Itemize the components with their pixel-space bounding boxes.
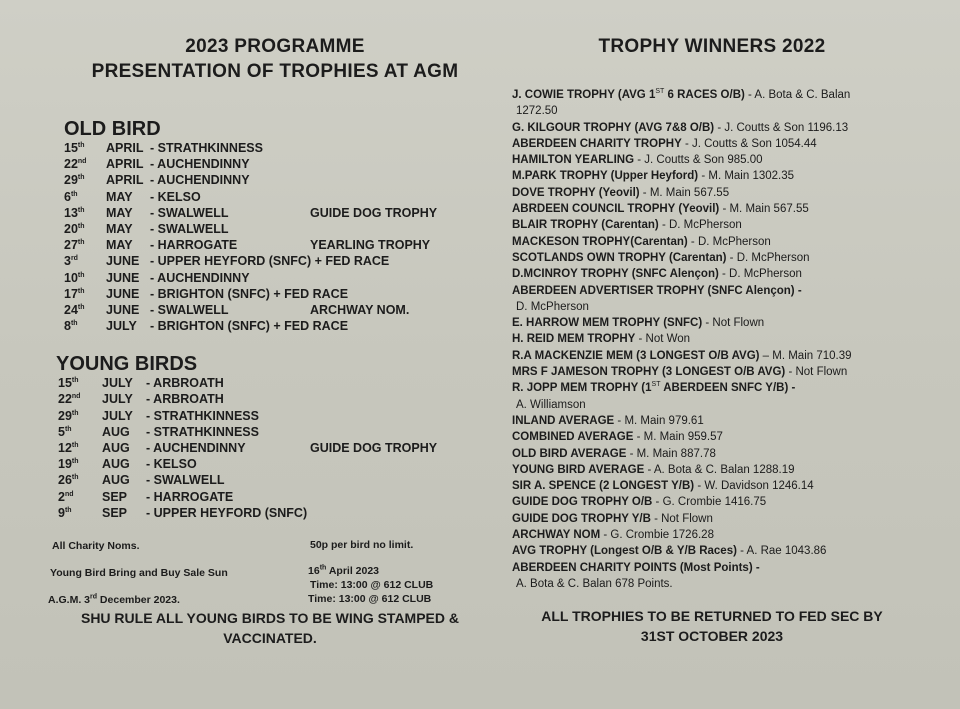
race-venue: - KELSO: [146, 457, 197, 472]
agm-suffix: rd: [90, 593, 98, 601]
race-date: [58, 392, 80, 406]
race-month: JULY: [102, 408, 133, 423]
race-day: 13: [64, 205, 78, 220]
race-month: APRIL: [106, 157, 144, 172]
charity-noms-text: All Charity Noms.: [52, 539, 140, 552]
trophy-entry: [512, 315, 932, 331]
trophy-winner: - D. McPherson: [687, 235, 771, 248]
trophy-name: M.PARK TROPHY (Upper Heyford): [512, 170, 699, 183]
race-date: [58, 376, 79, 390]
sale-time: Time: 13:00 @ 612 CLUB: [310, 578, 434, 591]
race-month: SEP: [102, 505, 128, 520]
race-day: 17: [64, 286, 78, 301]
race-note: GUIDE DOG TROPHY: [310, 205, 438, 220]
race-day: 2: [58, 489, 65, 504]
race-date: [64, 157, 86, 171]
trophy-name: ABERDEEN ADVERTISER TROPHY (SNFC Alençon) -: [512, 284, 802, 297]
race-day-suffix: th: [77, 271, 85, 279]
race-row: [40, 473, 510, 489]
trophy-name: SIR A. SPENCE (2 LONGEST Y/B): [512, 480, 695, 493]
race-row: [40, 376, 510, 392]
trophy-winner: - M. Main 567.55: [639, 186, 730, 199]
trophy-name: R. JOPP MEM TROPHY (1: [512, 382, 652, 395]
agm-time: Time: 13:00 @ 612 CLUB: [308, 592, 432, 605]
race-month: JULY: [106, 319, 137, 334]
young-birds-heading: YOUNG BIRDS: [56, 353, 198, 376]
race-venue: - ARBROATH: [146, 376, 224, 391]
race-day-suffix: th: [71, 377, 79, 385]
race-date: [58, 441, 79, 455]
trophy-entry: [512, 168, 932, 184]
trophy-entry: [512, 152, 932, 168]
race-day: 6: [64, 189, 71, 204]
race-month: JUNE: [106, 286, 140, 301]
trophy-entry: [512, 234, 932, 250]
race-venue: - UPPER HEYFORD (SNFC): [146, 505, 308, 520]
race-venue: - KELSO: [150, 189, 201, 204]
trophy-name: D.MCINROY TROPHY (SNFC Alençon): [512, 268, 719, 281]
race-venue: - STRATHKINNESS: [146, 408, 259, 423]
trophy-winner-continuation: D. McPherson: [516, 300, 589, 313]
trophy-entry: [512, 429, 932, 445]
trophy-name-rest: 6 RACES O/B): [664, 89, 745, 101]
trophy-winner: - M. Main 567.55: [719, 203, 809, 216]
race-venue: - BRIGHTON (SNFC) + FED RACE: [150, 286, 349, 301]
race-date: [58, 506, 72, 520]
sale-text: Young Bird Bring and Buy Sale Sun: [50, 566, 228, 579]
trophy-entry: [512, 217, 932, 233]
race-day-suffix: th: [71, 409, 79, 417]
race-row: [40, 392, 510, 408]
trophy-winner: - M. Main 959.57: [633, 431, 723, 444]
race-date: [58, 409, 79, 423]
race-day-suffix: th: [71, 458, 79, 466]
race-day-suffix: th: [77, 303, 85, 311]
race-day-suffix: th: [64, 425, 72, 433]
trophy-entry: [512, 283, 932, 299]
trophy-entry: [512, 380, 932, 396]
race-day-suffix: th: [71, 441, 79, 449]
trophy-entry: [512, 462, 932, 478]
race-day-suffix: th: [70, 319, 78, 327]
race-date: [64, 206, 85, 220]
agm-prefix: A.G.M. 3: [48, 593, 91, 606]
race-day-suffix: th: [70, 190, 78, 198]
trophy-name: G. KILGOUR TROPHY (AVG 7&8 O/B): [512, 121, 715, 134]
trophy-name: J. COWIE TROPHY (AVG 1: [512, 89, 656, 101]
race-month: AUG: [102, 424, 130, 439]
race-day: 15: [64, 141, 78, 155]
trophy-entry: [512, 413, 932, 429]
race-row: [40, 319, 510, 335]
race-day: 24: [64, 302, 78, 317]
trophy-winner: - D. McPherson: [726, 251, 810, 264]
trophy-name: H. REID MEM TROPHY: [512, 333, 636, 346]
race-day: 22: [64, 157, 78, 172]
race-month: JULY: [102, 376, 133, 391]
sale-date: [308, 565, 379, 577]
race-venue: - AUCHENDINNY: [150, 173, 250, 188]
trophy-name: ABRDEEN COUNCIL TROPHY (Yeovil): [512, 203, 720, 216]
race-note: YEARLING TROPHY: [310, 238, 431, 253]
race-month: JULY: [102, 392, 133, 407]
sale-date-day: 16: [308, 564, 320, 577]
trophy-winners-column: [512, 34, 932, 646]
trophy-winner: - M. Main 887.78: [626, 447, 716, 460]
trophy-name: MACKESON TROPHY(Carentan): [512, 235, 688, 248]
race-month: APRIL: [106, 173, 144, 188]
race-date: [64, 287, 85, 301]
trophy-winner: - Not Flown: [650, 512, 713, 525]
race-day-suffix: rd: [70, 255, 78, 263]
trophy-winner-continuation: A. Bota & C. Balan 678 Points.: [516, 577, 673, 590]
trophy-entry: [512, 331, 932, 347]
trophy-name: GUIDE DOG TROPHY Y/B: [512, 512, 651, 525]
race-day-suffix: nd: [64, 490, 74, 498]
trophy-name: AVG TROPHY (Longest O/B & Y/B Races): [512, 545, 737, 558]
charity-price-text: 50p per bird no limit.: [310, 538, 414, 551]
programme-info: [40, 532, 510, 632]
race-month: AUG: [102, 473, 130, 488]
race-day-suffix: th: [77, 141, 85, 149]
trophy-name: OLD BIRD AVERAGE: [512, 447, 627, 460]
programme-title: 2023 PROGRAMME: [185, 36, 365, 57]
race-note: GUIDE DOG TROPHY: [310, 441, 438, 455]
race-date: [64, 271, 85, 285]
trophy-winner: - W. Davidson 1246.14: [694, 480, 814, 493]
race-venue: - STRATHKINNESS: [146, 424, 259, 439]
race-day: 19: [58, 457, 72, 472]
trophy-winner-continuation: 1272.50: [516, 105, 558, 118]
trophy-winner: - A. Bota & C. Balan: [744, 89, 851, 101]
race-day-suffix: th: [71, 474, 79, 482]
trophy-name: ABERDEEN CHARITY POINTS (Most Points) -: [512, 561, 760, 574]
trophy-entry: [512, 494, 932, 510]
sale-date-suffix: th: [319, 564, 327, 572]
race-venue: - AUCHENDINNY: [146, 441, 246, 455]
agm-date: [48, 594, 180, 606]
trophy-entry: [512, 201, 932, 217]
race-month: MAY: [106, 189, 133, 204]
race-row: [40, 157, 510, 173]
race-date: [64, 222, 85, 236]
trophy-entry: [512, 478, 932, 494]
race-row: [40, 409, 510, 425]
trophy-name-sup: ST: [651, 381, 661, 389]
race-row: [40, 425, 510, 441]
race-day: 3: [64, 254, 71, 269]
race-day-suffix: nd: [77, 158, 87, 166]
race-month: APRIL: [106, 141, 144, 155]
trophy-name-rest: ABERDEEN SNFC Y/B) -: [660, 382, 796, 395]
trophy-winner: - J. Coutts & Son 1196.13: [714, 121, 849, 134]
race-day-suffix: nd: [71, 393, 81, 401]
old-bird-race-list: [40, 141, 510, 335]
race-date: [64, 254, 78, 268]
race-venue: - AUCHENDINNY: [150, 157, 250, 172]
race-date: [58, 490, 74, 504]
trophy-entry: [512, 527, 932, 543]
trophy-entry: [512, 266, 932, 282]
race-venue: - ARBROATH: [146, 392, 224, 407]
return-notice-line2: 31ST OCTOBER 2023: [640, 628, 784, 645]
race-day: 8: [64, 319, 71, 334]
trophy-name-sup: ST: [655, 88, 665, 96]
race-day: 5: [58, 424, 65, 439]
race-day: 29: [58, 408, 72, 423]
return-notice-line1: ALL TROPHIES TO BE RETURNED TO FED SEC BY: [541, 608, 883, 625]
race-month: SEP: [102, 489, 128, 504]
trophy-winner: - M. Main 979.61: [614, 414, 704, 427]
trophy-winner: - D. McPherson: [718, 268, 802, 281]
race-date: [58, 425, 72, 439]
race-day-suffix: th: [77, 174, 85, 182]
trophy-winner-continuation: A. Williamson: [516, 398, 586, 411]
race-date: [64, 141, 85, 155]
trophy-winner: – M. Main 710.39: [759, 349, 852, 362]
trophy-winner: - A. Rae 1043.86: [736, 545, 827, 558]
race-row: [40, 506, 510, 522]
trophy-winner: - Not Flown: [785, 366, 848, 379]
race-day-suffix: th: [77, 287, 85, 295]
race-day: 12: [58, 441, 72, 455]
race-day-suffix: th: [77, 206, 85, 214]
trophy-entry: [512, 364, 932, 380]
race-row: [40, 271, 510, 287]
trophy-winner: - G. Crombie 1416.75: [652, 496, 767, 509]
shu-rule-line2: VACCINATED.: [223, 629, 317, 646]
old-bird-heading: OLD BIRD: [64, 118, 161, 140]
race-day: 26: [58, 473, 72, 488]
race-venue: - SWALWELL: [150, 221, 229, 236]
young-birds-race-list: [40, 376, 510, 522]
trophy-name: ABERDEEN CHARITY TROPHY: [512, 137, 682, 150]
agm-rest: December 2023.: [97, 593, 180, 606]
race-row: [40, 238, 510, 254]
trophy-name: DOVE TROPHY (Yeovil): [512, 186, 640, 199]
race-row: [40, 254, 510, 270]
trophy-entry: [512, 136, 932, 152]
race-date: [64, 319, 78, 333]
race-row: [40, 441, 510, 457]
trophy-winner: - Not Flown: [702, 317, 765, 330]
trophy-name: GUIDE DOG TROPHY O/B: [512, 496, 653, 509]
trophy-name: HAMILTON YEARLING: [512, 154, 635, 167]
trophy-name: E. HARROW MEM TROPHY (SNFC): [512, 317, 703, 330]
race-day: 27: [64, 238, 78, 253]
trophy-entry: [512, 120, 932, 136]
race-venue: - SWALWELL: [146, 473, 225, 488]
race-day: 29: [64, 173, 78, 188]
race-row: [40, 490, 510, 506]
race-venue: - STRATHKINNESS: [150, 141, 263, 155]
race-row: [40, 141, 510, 157]
trophy-winner: - J. Coutts & Son 1054.44: [681, 137, 817, 150]
trophy-winners-list: [512, 87, 932, 592]
race-day-suffix: th: [77, 222, 85, 230]
trophy-name: COMBINED AVERAGE: [512, 431, 634, 444]
race-date: [58, 473, 79, 487]
trophy-entry: [512, 87, 932, 103]
race-date: [64, 190, 78, 204]
trophy-winner: - A. Bota & C. Balan 1288.19: [644, 463, 795, 476]
race-venue: - AUCHENDINNY: [150, 270, 250, 285]
race-day: 10: [64, 270, 78, 285]
race-venue: - SWALWELL: [150, 302, 229, 317]
trophy-entry: [512, 560, 932, 576]
trophy-name: BLAIR TROPHY (Carentan): [512, 219, 659, 232]
race-month: AUG: [102, 457, 130, 472]
race-month: MAY: [106, 221, 133, 236]
sale-date-rest: April 2023: [326, 564, 380, 577]
programme-column: [40, 34, 510, 648]
race-date: [58, 457, 79, 471]
trophy-winner: - Not Won: [635, 333, 691, 346]
race-row: [40, 206, 510, 222]
trophy-name: MRS F JAMESON TROPHY (3 LONGEST O/B AVG): [512, 366, 786, 379]
shu-rule-line1: SHU RULE ALL YOUNG BIRDS TO BE WING STAMPED &: [80, 609, 460, 626]
race-venue: - HARROGATE: [150, 238, 238, 253]
race-venue: - SWALWELL: [150, 205, 229, 220]
race-date: [64, 238, 85, 252]
race-row: [40, 173, 510, 189]
race-date: [64, 303, 85, 317]
trophy-winner: - G. Crombie 1726.28: [600, 529, 714, 542]
trophy-entry: [512, 250, 932, 266]
trophy-name: SCOTLANDS OWN TROPHY (Carentan): [512, 251, 727, 264]
trophy-entry: [512, 348, 932, 364]
programme-subtitle: PRESENTATION OF TROPHIES AT AGM: [91, 61, 459, 82]
trophy-name: R.A MACKENZIE MEM (3 LONGEST O/B AVG): [512, 349, 760, 362]
race-date: [64, 173, 85, 187]
race-row: [40, 287, 510, 303]
race-month: MAY: [106, 238, 133, 253]
trophy-entry: [512, 185, 932, 201]
trophy-winners-title: TROPHY WINNERS 2022: [598, 36, 826, 57]
trophy-entry: [512, 511, 932, 527]
race-row: [40, 303, 510, 319]
race-venue: - HARROGATE: [146, 489, 234, 504]
race-note: ARCHWAY NOM.: [310, 302, 410, 317]
race-day-suffix: th: [64, 506, 72, 514]
race-month: MAY: [106, 205, 133, 220]
race-venue: - UPPER HEYFORD (SNFC) + FED RACE: [150, 254, 390, 269]
race-row: [40, 190, 510, 206]
race-day: 9: [58, 505, 65, 520]
race-month: JUNE: [106, 302, 140, 317]
trophy-entry: [512, 543, 932, 559]
race-venue: - BRIGHTON (SNFC) + FED RACE: [150, 319, 349, 334]
race-row: [40, 222, 510, 238]
race-day: 15: [58, 376, 72, 391]
race-month: AUG: [102, 441, 130, 455]
race-day: 20: [64, 221, 78, 236]
trophy-entry: [512, 446, 932, 462]
trophy-name: ARCHWAY NOM: [512, 529, 601, 542]
race-month: JUNE: [106, 254, 140, 269]
trophy-winner: - M. Main 1302.35: [698, 170, 795, 183]
trophy-name: INLAND AVERAGE: [512, 414, 615, 427]
trophy-name: YOUNG BIRD AVERAGE: [512, 463, 645, 476]
trophy-winner: - J. Coutts & Son 985.00: [634, 154, 763, 167]
race-day: 22: [58, 392, 72, 407]
trophy-winner: - D. McPherson: [658, 219, 742, 232]
race-day-suffix: th: [77, 238, 85, 246]
race-row: [40, 457, 510, 473]
race-month: JUNE: [106, 270, 140, 285]
